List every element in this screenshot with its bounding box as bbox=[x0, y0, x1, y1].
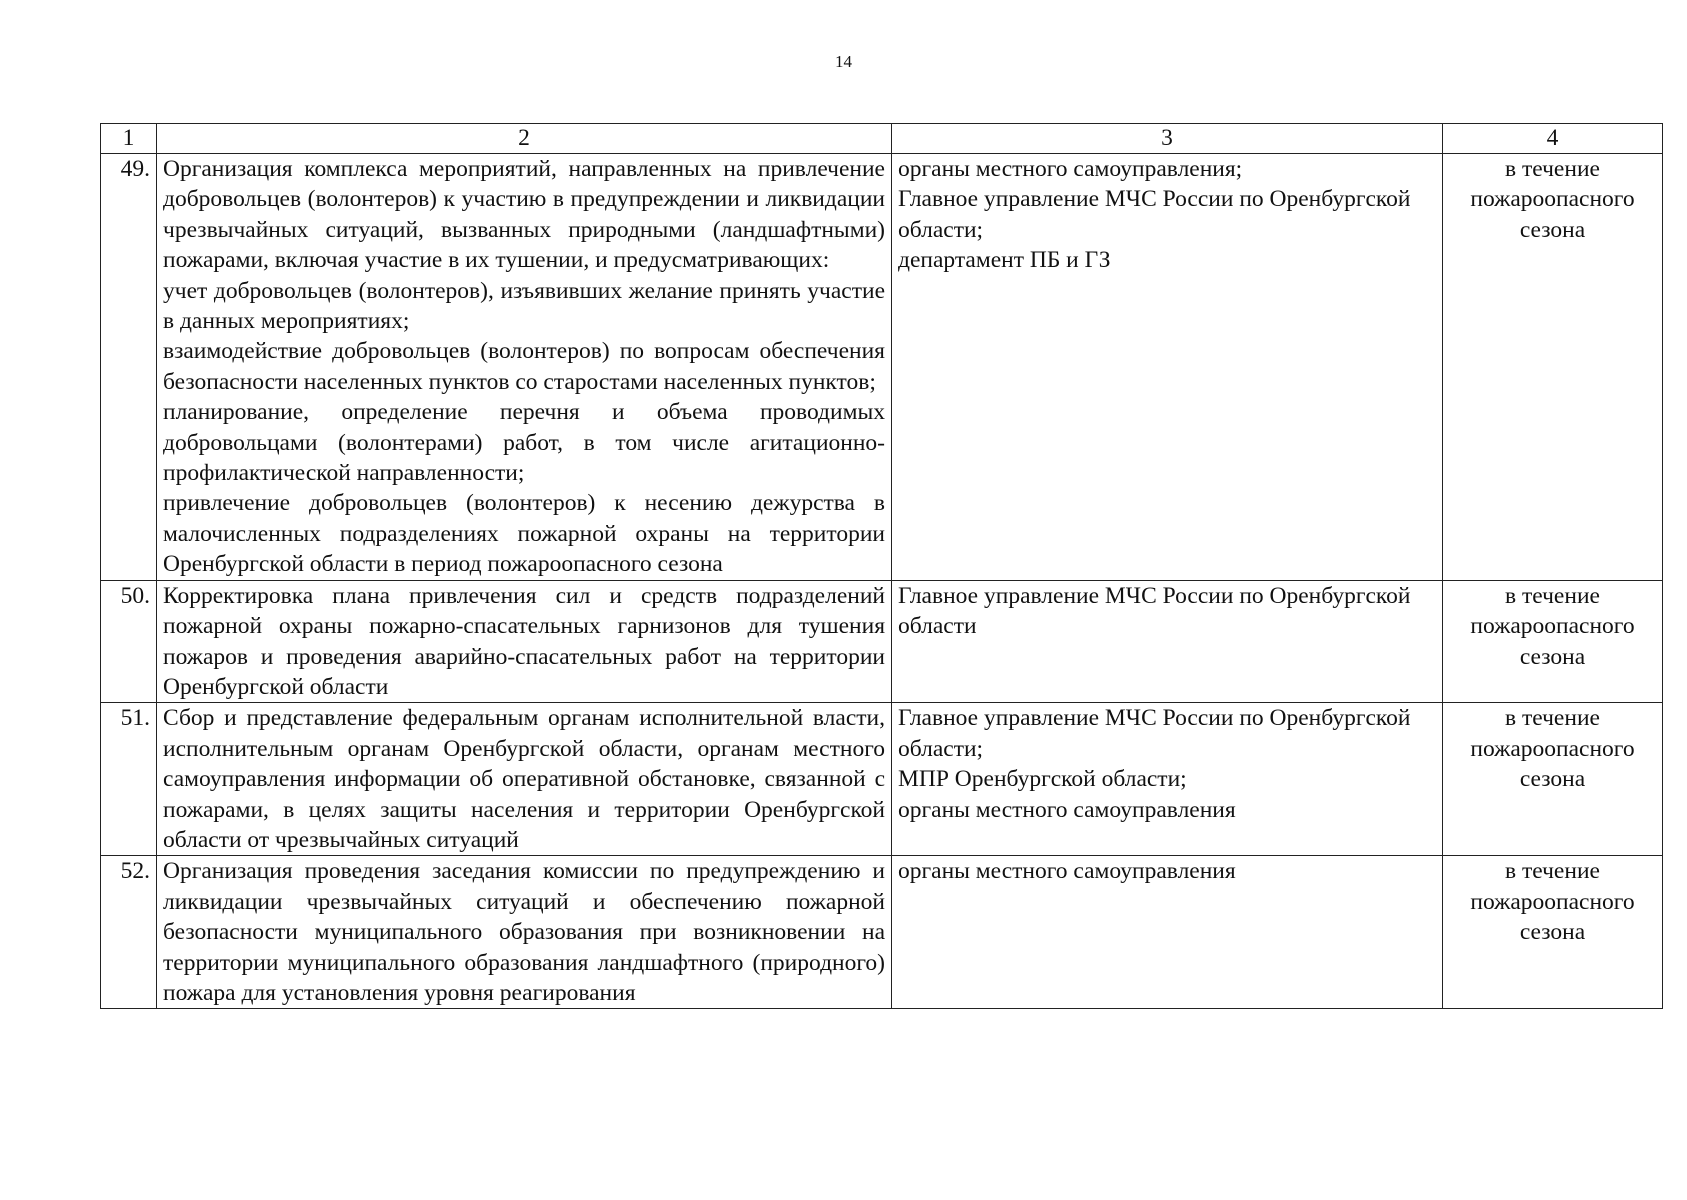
column-header-3: 3 bbox=[892, 124, 1443, 154]
table-header-row bbox=[101, 124, 1663, 154]
executors bbox=[892, 580, 1443, 703]
executor-line: органы местного самоуправления bbox=[898, 858, 1236, 885]
column-header-1: 1 bbox=[101, 124, 157, 154]
column-header-4: 4 bbox=[1443, 124, 1663, 154]
table-row bbox=[101, 856, 1663, 1009]
executor-line: Главное управление МЧС России по Оренбургской области bbox=[898, 582, 1411, 640]
execution-term: в течение пожароопасного сезона bbox=[1443, 580, 1663, 703]
execution-term: в течение пожароопасного сезона bbox=[1443, 856, 1663, 1009]
row-number: 52. bbox=[101, 856, 157, 1009]
event-paragraph: Корректировка плана привлечения сил и средств подразделений пожарной охраны пожарно-спасательных гарнизонов для тушения пожаров и проведения аварийно-спасательных работ на территории Оренбургской области bbox=[163, 582, 885, 700]
row-number: 49. bbox=[101, 154, 157, 581]
executor-line: Главное управление МЧС России по Оренбургской области; bbox=[898, 186, 1411, 243]
executor-line: Главное управление МЧС России по Оренбургской области; bbox=[898, 705, 1411, 762]
event-description bbox=[157, 154, 892, 581]
table-row bbox=[101, 580, 1663, 703]
measures-table bbox=[100, 123, 1663, 1009]
executors bbox=[892, 703, 1443, 856]
event-paragraph: Сбор и представление федеральным органам исполнительной власти, исполнительным органам Оренбургской области, органам местного самоуправления информации об оперативной обстановке, связанной с пожарами, в целях защиты населения и территории Оренбургской области от чрезвычайных ситуаций bbox=[163, 705, 885, 853]
page-number: 14 bbox=[835, 52, 852, 71]
event-paragraph: планирование, определение перечня и объема проводимых добровольцами (волонтерами) работ, в том числе агитационно-профилактической направленности; bbox=[163, 399, 885, 487]
table-row bbox=[101, 703, 1663, 856]
executors bbox=[892, 856, 1443, 1009]
table-row bbox=[101, 154, 1663, 581]
event-paragraph: привлечение добровольцев (волонтеров) к несению дежурства в малочисленных подразделениях пожарной охраны на территории Оренбургской области в период пожароопасного сезона bbox=[163, 490, 885, 578]
event-paragraph: учет добровольцев (волонтеров), изъявивших желание принять участие в данных мероприятиях; bbox=[163, 277, 885, 335]
event-paragraph: взаимодействие добровольцев (волонтеров) по вопросам обеспечения безопасности населенных пунктов со старостами населенных пунктов; bbox=[163, 338, 885, 395]
executor-line: органы местного самоуправления bbox=[898, 796, 1236, 823]
column-header-2: 2 bbox=[157, 124, 892, 154]
event-description bbox=[157, 580, 892, 703]
executors bbox=[892, 154, 1443, 581]
event-description bbox=[157, 856, 892, 1009]
event-description bbox=[157, 703, 892, 856]
executor-line: органы местного самоуправления; bbox=[898, 156, 1243, 182]
event-paragraph: Организация комплекса мероприятий, направленных на привлечение добровольцев (волонтеров) к участию в предупреждении и ликвидации чрезвычайных ситуаций, вызванных природными (ландшафтными) пожарами, включая участие в их тушении, и предусматривающих: bbox=[163, 156, 885, 274]
execution-term: в течение пожароопасного сезона bbox=[1443, 703, 1663, 856]
executor-line: МПР Оренбургской области; bbox=[898, 766, 1187, 793]
executor-line: департамент ПБ и ГЗ bbox=[898, 247, 1111, 274]
event-paragraph: Организация проведения заседания комиссии по предупреждению и ликвидации чрезвычайных ситуаций и обеспечению пожарной безопасности муниципального образования при возникновении на территории муниципального образования ландшафтного (природного) пожара для установления уровня реагирования bbox=[163, 858, 885, 1006]
row-number: 51. bbox=[101, 703, 157, 856]
execution-term: в течение пожароопасного сезона bbox=[1443, 154, 1663, 581]
row-number: 50. bbox=[101, 580, 157, 703]
